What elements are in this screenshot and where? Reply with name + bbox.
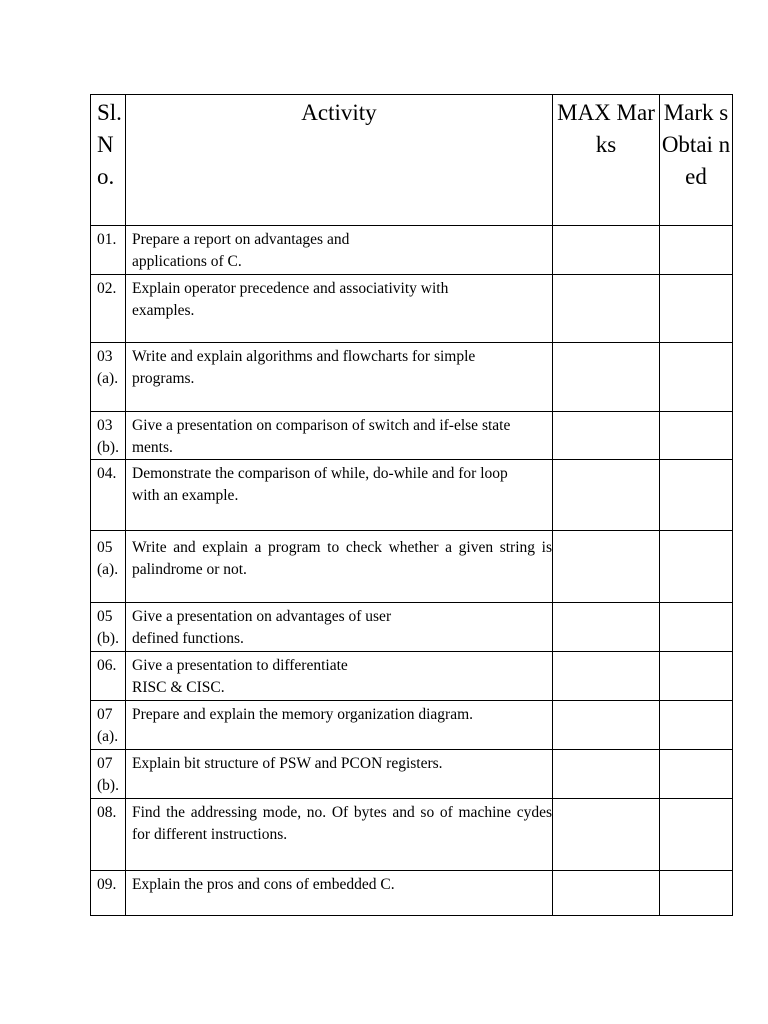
row-marks-obtained xyxy=(660,871,733,916)
row-marks-obtained xyxy=(660,460,733,531)
header-max-marks: MAX Marks xyxy=(553,95,660,226)
table-row xyxy=(91,226,733,275)
table-row xyxy=(91,652,733,701)
row-sl-no: 02. xyxy=(91,275,126,343)
row-activity: Prepare a report on advantages and applications of C. xyxy=(126,226,553,275)
table-row xyxy=(91,750,733,799)
row-max-marks xyxy=(553,226,660,275)
row-sl-no: 07(a). xyxy=(91,701,126,750)
row-max-marks xyxy=(553,871,660,916)
row-activity: Give a presentation to differentiate RISC & CISC. xyxy=(126,652,553,701)
table-row xyxy=(91,343,733,412)
row-activity: Give a presentation on advantages of user defined functions. xyxy=(126,603,553,652)
table-row xyxy=(91,275,733,343)
row-activity: Write and explain a program to check whether a given string is palindrome or not. xyxy=(126,531,553,603)
row-sl-no: 04. xyxy=(91,460,126,531)
header-activity: Activity xyxy=(126,95,553,226)
activity-sheet xyxy=(90,94,732,916)
row-activity: Explain bit structure of PSW and PCON registers. xyxy=(126,750,553,799)
row-sl-no: 05(a). xyxy=(91,531,126,603)
row-activity: Prepare and explain the memory organization diagram. xyxy=(126,701,553,750)
row-marks-obtained xyxy=(660,652,733,701)
table-row xyxy=(91,871,733,916)
table-row xyxy=(91,603,733,652)
row-marks-obtained xyxy=(660,412,733,460)
row-activity: Explain the pros and cons of embedded C. xyxy=(126,871,553,916)
header-marks-obtained: Mark s Obtai ned xyxy=(660,95,733,226)
row-marks-obtained xyxy=(660,343,733,412)
row-max-marks xyxy=(553,603,660,652)
row-activity: Explain operator precedence and associativity with examples. xyxy=(126,275,553,343)
row-marks-obtained xyxy=(660,701,733,750)
row-activity: Write and explain algorithms and flowcharts for simple programs. xyxy=(126,343,553,412)
row-marks-obtained xyxy=(660,603,733,652)
row-sl-no: 01. xyxy=(91,226,126,275)
row-marks-obtained xyxy=(660,275,733,343)
row-sl-no: 08. xyxy=(91,799,126,871)
row-marks-obtained xyxy=(660,799,733,871)
row-max-marks xyxy=(553,531,660,603)
row-sl-no: 03(a). xyxy=(91,343,126,412)
row-marks-obtained xyxy=(660,226,733,275)
header-sl-no: Sl. N o. xyxy=(91,95,126,226)
row-marks-obtained xyxy=(660,750,733,799)
row-sl-no: 09. xyxy=(91,871,126,916)
row-max-marks xyxy=(553,460,660,531)
row-activity: Demonstrate the comparison of while, do-while and for loop with an example. xyxy=(126,460,553,531)
table-row xyxy=(91,412,733,460)
row-max-marks xyxy=(553,275,660,343)
row-marks-obtained xyxy=(660,531,733,603)
row-max-marks xyxy=(553,701,660,750)
row-sl-no: 05(b). xyxy=(91,603,126,652)
activity-marks-table xyxy=(90,94,733,916)
row-sl-no: 03(b). xyxy=(91,412,126,460)
table-row xyxy=(91,531,733,603)
table-row xyxy=(91,799,733,871)
table-row xyxy=(91,460,733,531)
row-activity: Give a presentation on comparison of switch and if-else statements. xyxy=(126,412,553,460)
row-max-marks xyxy=(553,799,660,871)
row-sl-no: 06. xyxy=(91,652,126,701)
table-row xyxy=(91,701,733,750)
row-max-marks xyxy=(553,652,660,701)
row-sl-no: 07(b). xyxy=(91,750,126,799)
table-header-row xyxy=(91,95,733,226)
row-max-marks xyxy=(553,412,660,460)
row-activity: Find the addressing mode, no. Of bytes and so of machine cydes for different instructions. xyxy=(126,799,553,871)
row-max-marks xyxy=(553,343,660,412)
row-max-marks xyxy=(553,750,660,799)
